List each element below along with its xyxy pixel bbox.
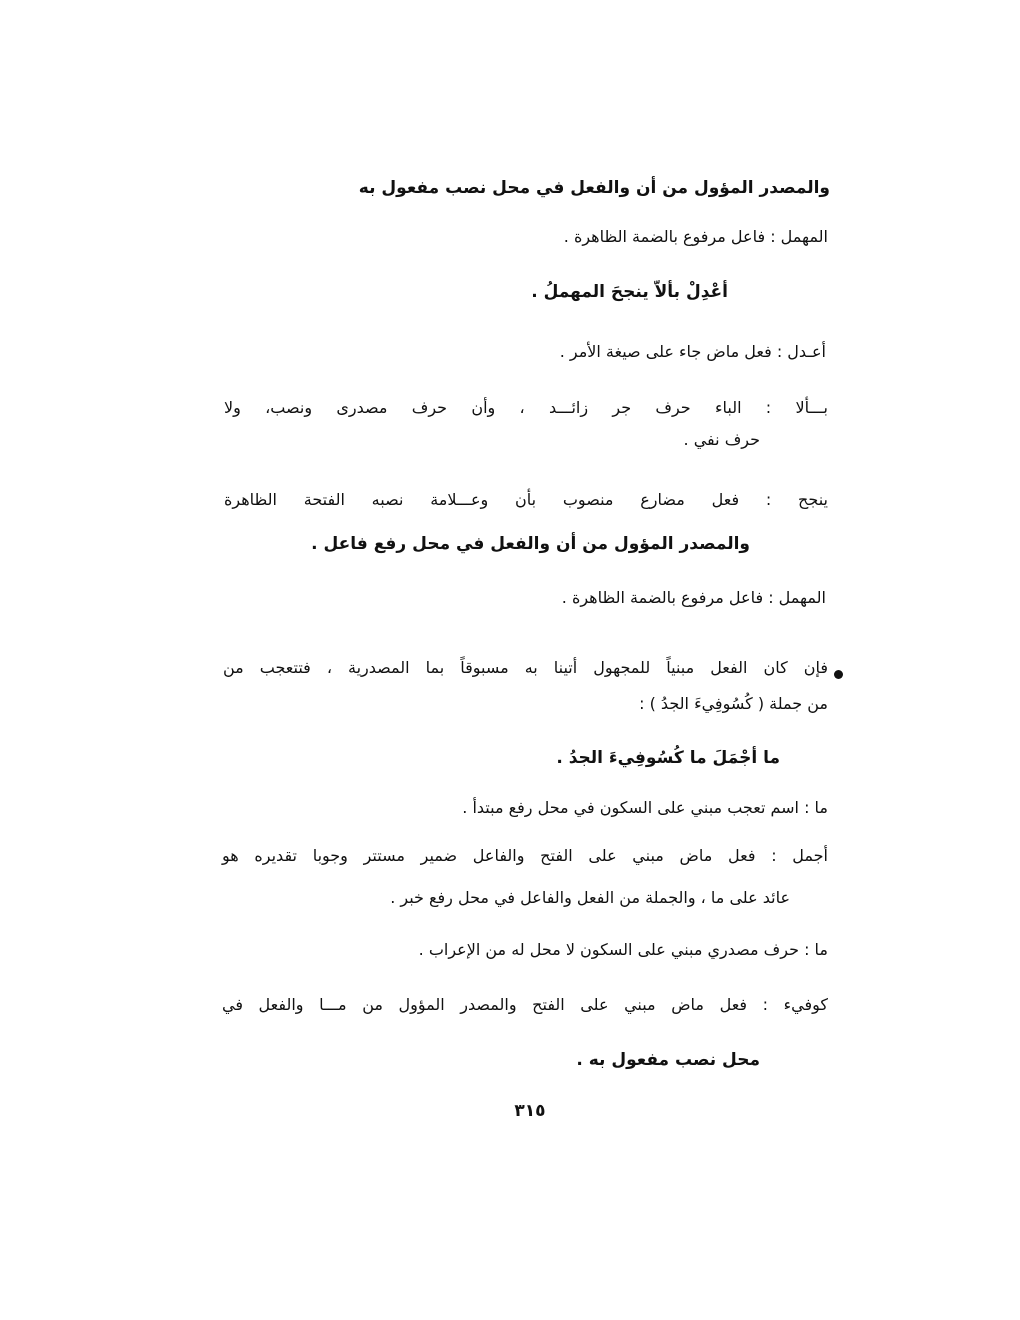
text-line: فإن كان الفعل مبنياً للمجهول أتينا به مسبوقاً بما المصدرية ، فتتعجب من — [223, 658, 828, 677]
example-sentence: ما أجْمَلَ ما كُسُوفِيءَ الجدُ . — [556, 748, 780, 768]
text-line: أجمل : فعل ماض مبني على الفتح والفاعل ضمير مستتر وجوبا تقديره هو — [222, 846, 828, 865]
text-line: حرف نفي . — [683, 430, 760, 449]
bullet-icon — [834, 670, 843, 679]
text-line: المهمل : فاعل مرفوع بالضمة الظاهرة . — [561, 588, 826, 607]
text-line: ينجح : فعل مضارع منصوب بأن وعـــلامة نصبه الفتحة الظاهرة — [224, 490, 828, 509]
text-line: من جملة ( كُسُوفِيءَ الجدُ ) : — [639, 694, 828, 713]
page-number: ٣١٥ — [514, 1101, 546, 1121]
text-line: ما : حرف مصدري مبني على السكون لا محل له من الإعراب . — [418, 940, 828, 959]
example-sentence: أعْدِلْ بألاّ ينجحَ المهملُ . — [531, 282, 728, 302]
text-line: عائد على ما ، والجملة من الفعل والفاعل في محل رفع خبر . — [390, 888, 790, 907]
text-line: المهمل : فاعل مرفوع بالضمة الظاهرة . — [563, 227, 828, 246]
text-line-bold: والمصدر المؤول من أن والفعل في محل رفع فاعل . — [311, 534, 750, 554]
heading-line: والمصدر المؤول من أن والفعل في محل نصب مفعول به — [358, 178, 830, 198]
text-line-bold: محل نصب مفعول به . — [576, 1050, 760, 1070]
text-line: أعـدل : فعل ماض جاء على صيغة الأمر . — [559, 342, 826, 361]
text-line: ما : اسم تعجب مبني على السكون في محل رفع مبتدأ . — [462, 798, 828, 817]
text-line: كوفيء : فعل ماض مبني على الفتح والمصدر المؤول من مـــا والفعل في — [222, 995, 828, 1014]
text-line: بـــألا : الباء حرف جر زائـــد ، وأن حرف مصدرى ونصب، ولا — [224, 398, 828, 417]
